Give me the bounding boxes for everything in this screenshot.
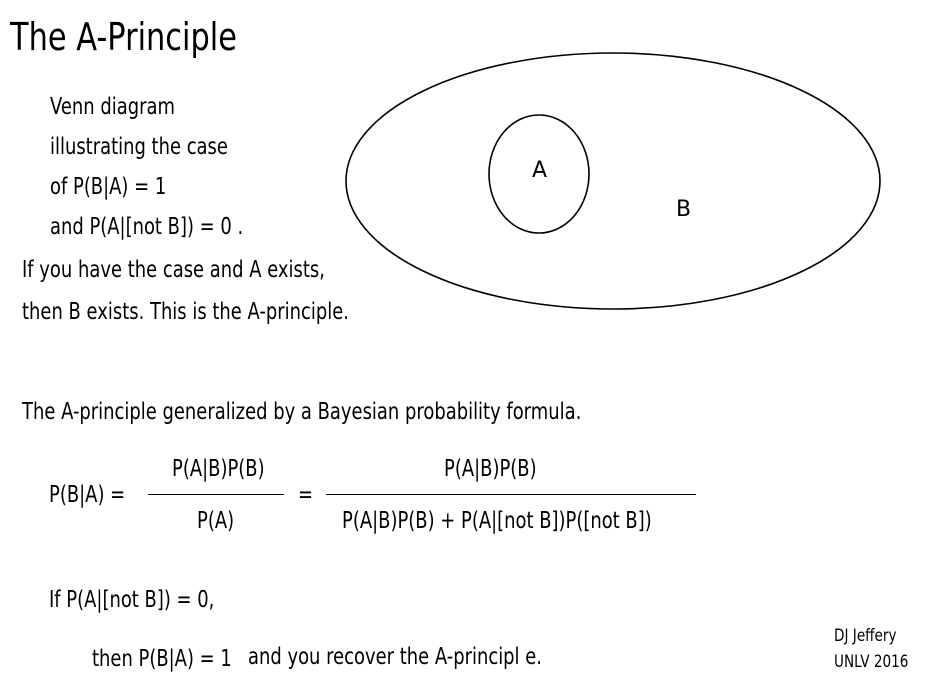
fraction-2-bar — [326, 494, 696, 495]
venn-description-line-1: Venn diagram — [50, 94, 175, 120]
fraction-1-bar — [148, 494, 284, 495]
venn-description-line-2: illustrating the case — [50, 134, 228, 160]
principle-statement-line-2: then B exists. This is the A-principle. — [22, 299, 349, 325]
page-title: The A-Principle — [10, 15, 237, 59]
conclusion-line-2-tail: and you recover the A-principl e. — [248, 644, 542, 670]
fraction-1-denominator: P(A) — [197, 508, 235, 534]
venn-description-line-3: of P(B|A) = 1 — [50, 174, 167, 200]
conclusion-line-1: If P(A|[not B]) = 0, — [49, 587, 215, 613]
principle-statement-line-1: If you have the case and A exists, — [22, 257, 325, 283]
fraction-2-denominator: P(A|B)P(B) + P(A|[not B])P([not B]) — [342, 508, 652, 534]
set-b-ellipse — [346, 53, 880, 309]
formula-lhs: P(B|A) = — [49, 482, 126, 508]
fraction-2-numerator: P(A|B)P(B) — [444, 456, 537, 482]
venn-description-line-4: and P(A|[not B]) = 0 . — [50, 214, 244, 240]
bayes-heading: The A-principle generalized by a Bayesian probability formula. — [22, 399, 582, 425]
formula-equals: = — [298, 482, 314, 508]
credit-affiliation: UNLV 2016 — [834, 652, 909, 672]
fraction-1-numerator: P(A|B)P(B) — [172, 456, 265, 482]
set-a-label: A — [532, 158, 548, 183]
conclusion-line-2-lead: then P(B|A) = 1 — [92, 646, 232, 672]
set-b-label: B — [676, 197, 692, 222]
credit-author: DJ Jeffery — [834, 626, 897, 646]
